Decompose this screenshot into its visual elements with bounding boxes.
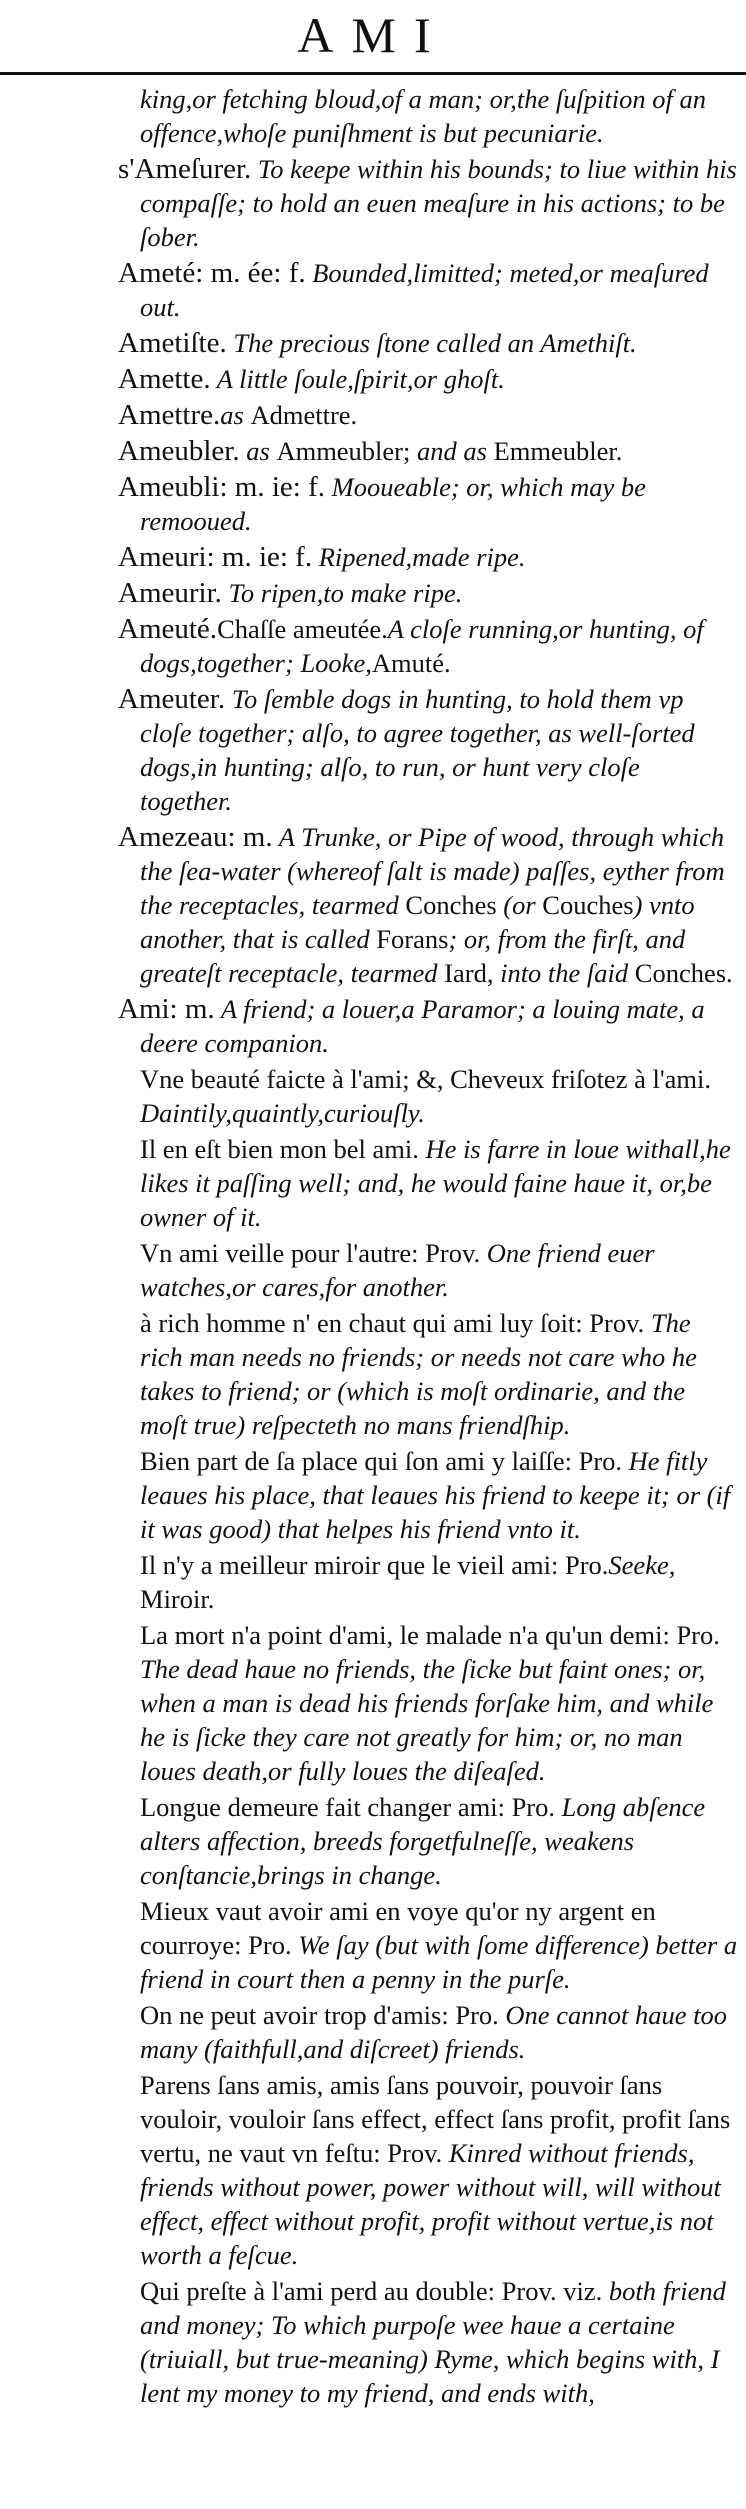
entry-headword: Ameubli: m. ie: f. <box>118 471 325 503</box>
entry-headword: Ameuter. <box>118 683 226 715</box>
subentry-text-run: Vne beauté faicte à l'ami; &, Cheveux friſotez à l'ami. <box>140 1064 711 1094</box>
entry-definition: A friend; a louer,a Paramor; a louing mate, a deere companion. <box>140 994 705 1058</box>
entry-text-run: Chaſſe ameutée. <box>217 614 388 644</box>
proverb-subentry <box>118 1306 738 1442</box>
subentry-text-run: Parens ſans amis, amis ſans pouvoir, pouvoir ſans vouloir, vouloir ſans effect, effect ſans profit, profit ſans vertu, ne vaut vn feſtu: Prov. <box>140 2070 731 2168</box>
dictionary-entry <box>118 470 738 538</box>
entry-headword: Ameté: m. ée: f. <box>118 257 306 289</box>
entry-text-run: into the ſaid <box>493 958 635 988</box>
proverb-subentry <box>118 1062 738 1130</box>
subentry-text-run: One cannot haue too many (faithfull,and diſcreet) friends. <box>140 2000 727 2064</box>
entry-headword: Ameuri: m. ie: f. <box>118 541 313 573</box>
proverb-subentry <box>118 1444 738 1546</box>
proverb-subentry <box>118 1618 738 1788</box>
entry-text-run: Forans <box>376 924 449 954</box>
entry-text-run: Ammeubler; <box>276 436 417 466</box>
entry-text-run: Admettre. <box>250 400 358 430</box>
entry-text-run: ) vnto another, that is called <box>140 890 695 954</box>
entry-text-run: Amuté. <box>371 648 451 678</box>
dictionary-entry <box>118 434 738 468</box>
proverb-subentry <box>118 1548 738 1616</box>
entry-definition: To keepe within his bounds; to liue within his compaſſe; to hold an euen meaſure in his actions; to be ſober. <box>140 154 737 252</box>
dictionary-entry <box>118 612 738 680</box>
subentry-text-run: Daintily,quaintly,curiouſly. <box>140 1098 425 1128</box>
subentry-text-run: Long abſence alters affection, breeds forgetfulneſſe, weakens conſtancie,brings in change. <box>140 1792 706 1890</box>
entry-text-run: as <box>239 436 277 466</box>
entry-headword: Amette. <box>118 363 211 395</box>
subentry-text-run: à rich homme n' en chaut qui ami luy ſoit: Prov. <box>140 1308 651 1338</box>
entry-text-run: Conches. <box>634 958 733 988</box>
subentry-text-run: Kinred without friends, friends without power, power without will, will without effect, effect without profit, profit without vertue,is not worth a feſcue. <box>140 2138 721 2270</box>
dictionary-body <box>118 82 738 2412</box>
entry-headword: Ami: m. <box>118 993 215 1025</box>
entry-definition: Ripened,made ripe. <box>312 542 526 572</box>
subentry-text-run: One friend euer watches,or cares,for another. <box>140 1238 655 1302</box>
subentry-text-run: La mort n'a point d'ami, le malade n'a qu'un demi: Pro. <box>140 1620 720 1650</box>
proverb-subentry <box>118 1132 738 1234</box>
entry-text-run: ; or, from the firſt, and greateſt receptacle, tearmed <box>140 924 686 988</box>
subentry-text-run: Bien part de ſa place qui ſon ami y laiſſe: Pro. <box>140 1446 629 1476</box>
subentry-text-run: Miroir. <box>140 1584 215 1614</box>
entry-text-run: Iard, <box>444 958 494 988</box>
entry-text-run: A cloſe running,or hunting, of dogs,together; Looke, <box>140 614 704 678</box>
proverb-subentry <box>118 1894 738 1996</box>
subentry-text-run: Mieux vaut avoir ami en voye qu'or ny argent en courroye: Pro. <box>140 1896 656 1960</box>
dictionary-entry <box>118 820 738 990</box>
entry-text-run: as <box>220 400 251 430</box>
entry-text-run: Emmeubler. <box>493 436 623 466</box>
proverb-subentry <box>118 1790 738 1892</box>
proverb-subentry <box>118 1998 738 2066</box>
entry-headword: Ameubler. <box>118 435 240 467</box>
entry-definition: Mooueable; or, which may be remooued. <box>140 472 646 536</box>
proverb-subentry <box>118 1236 738 1304</box>
entry-definition: A little ſoule,ſpirit,or ghoſt. <box>210 364 505 394</box>
entry-headword: Ameuté. <box>118 613 218 645</box>
subentry-text-run: Longue demeure fait changer ami: Pro. <box>140 1792 562 1822</box>
entry-text-run: Conches <box>405 890 497 920</box>
entry-definition: To ſemble dogs in hunting, to hold them vp cloſe together; alſo, to agree together, as well-ſorted dogs,in hunting; alſo, to run, or hunt very cloſe together. <box>140 684 695 816</box>
subentry-text-run: both friend and money; To which purpoſe wee haue a certaine (triuiall, but true-meaning) Ryme, which begins with, I lent my money to my friend, and ends with, <box>140 2276 726 2408</box>
dictionary-entry <box>118 326 738 360</box>
entry-headword: Ametiſte. <box>118 327 227 359</box>
dictionary-entry <box>118 256 738 324</box>
dictionary-entry <box>118 682 738 818</box>
dictionary-entry <box>118 540 738 574</box>
dictionary-entry <box>118 398 738 432</box>
proverb-subentry <box>118 2274 738 2410</box>
subentry-text-run: Il n'y a meilleur miroir que le vieil ami: Pro. <box>140 1550 609 1580</box>
entry-headword: Amettre. <box>118 399 221 431</box>
dictionary-entry <box>118 362 738 396</box>
subentry-text-run: Seeke, <box>608 1550 676 1580</box>
proverb-subentry <box>118 2068 738 2272</box>
entry-definition: The precious ſtone called an Amethiſt. <box>226 328 637 358</box>
page-header: AMI <box>297 7 449 63</box>
entry-definition: king,or fetching bloud,of a man; or,the ſuſpition of an offence,whoſe puniſhment is but pecuniarie. <box>140 84 707 148</box>
entry-text-run: and as <box>417 436 494 466</box>
subentry-text-run: Qui preſte à l'ami perd au double: Prov. viz. <box>140 2276 609 2306</box>
dictionary-entry <box>118 576 738 610</box>
dictionary-entry <box>118 82 738 150</box>
entry-definition: Bounded,limitted; meted,or meaſured out. <box>140 258 709 322</box>
subentry-text-run: He fitly leaues his place, that leaues his friend to keepe it; or (if it was good) that helpes his friend vnto it. <box>140 1446 731 1544</box>
entry-headword: Ameurir. <box>118 577 222 609</box>
subentry-text-run: Vn ami veille pour l'autre: Prov. <box>140 1238 487 1268</box>
subentry-text-run: The dead haue no friends, the ſicke but faint ones; or, when a man is dead his friends forſake him, and while he is ſicke they care not greatly for him; or, no man loues death,or fully loues the diſeaſed. <box>140 1654 714 1786</box>
subentry-text-run: On ne peut avoir trop d'amis: Pro. <box>140 2000 506 2030</box>
subentry-text-run: The rich man needs no friends; or needs not care who he takes to friend; or (which is moſt ordinarie, and the moſt true) reſpecteth no mans friendſhip. <box>140 1308 697 1440</box>
entry-text-run: (or <box>496 890 543 920</box>
subentry-text-run: We ſay (but with ſome difference) better a friend in court then a penny in the purſe. <box>140 1930 738 1994</box>
entry-text-run: Couches <box>542 890 634 920</box>
subentry-text-run: He is farre in loue withall,he likes it paſſing well; and, he would faine haue it, or,be owner of it. <box>140 1134 731 1232</box>
dictionary-entry <box>118 992 738 1060</box>
entry-headword: s'Ameſurer. <box>118 153 252 185</box>
subentry-text-run: Il en eſt bien mon bel ami. <box>140 1134 426 1164</box>
header-rule <box>0 72 746 75</box>
entry-headword: Amezeau: m. <box>118 821 273 853</box>
dictionary-entry <box>118 152 738 254</box>
entry-text-run: A Trunke, or Pipe of wood, through which the ſea-water (whereof ſalt is made) paſſes, eyther from the receptacles, tearmed <box>140 822 725 920</box>
entry-definition: To ripen,to make ripe. <box>221 578 463 608</box>
